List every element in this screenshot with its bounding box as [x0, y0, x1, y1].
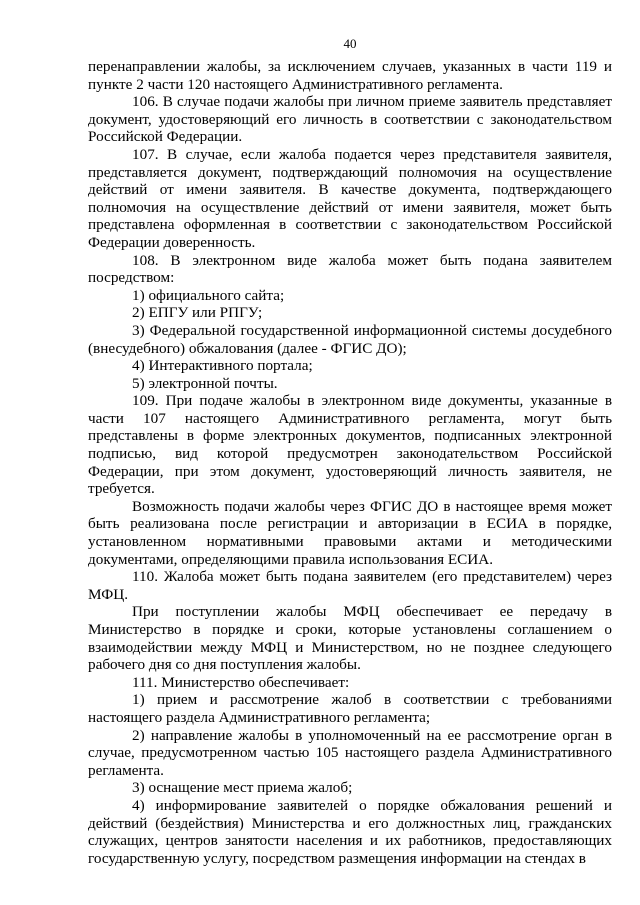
paragraph: 110. Жалоба может быть подана заявителем (его представителем) через МФЦ.	[88, 568, 612, 603]
paragraph: 2) направление жалобы в уполномоченный на ее рассмотрение орган в случае, предусмотренном частью 105 настоящего раздела Административного регламента.	[88, 726, 612, 779]
paragraph: 1) официального сайта;	[132, 286, 285, 304]
paragraph: 107. В случае, если жалоба подается через представителя заявителя, представляется документ, подтверждающий полномочия на осуществление действий от имени заявителя. В качестве документа, подтверждающего полномочия на осуществление действий от имени заявителя, может быть представлена оформленная в соответствии с законодательством Российской Федерации доверенность.	[88, 145, 612, 251]
paragraph: 106. В случае подачи жалобы при личном приеме заявитель представляет документ, удостоверяющий его личность в соответствии с законодательством Российской Федерации.	[88, 93, 612, 146]
paragraph: 111. Министерство обеспечивает:	[132, 673, 350, 691]
paragraph: При поступлении жалобы МФЦ обеспечивает ее передачу в Министерство в порядке и сроки, которые установлены соглашением о взаимодействии между МФЦ и Министерством, но не позднее следующего рабочего дня со дня поступления жалобы.	[88, 603, 612, 674]
paragraph: 3) Федеральной государственной информационной системы досудебного (внесудебного) обжалования (далее - ФГИС ДО);	[88, 321, 612, 357]
paragraph: 2) ЕПГУ или РПГУ;	[132, 304, 263, 322]
paragraph: Возможность подачи жалобы через ФГИС ДО в настоящее время может быть реализована после регистрации и авторизации в ЕСИА в порядке, установленном нормативными правовыми актами и методическими документами, определяющими правила использования ЕСИА.	[88, 497, 612, 568]
paragraph: перенаправлении жалобы, за исключением случаев, указанных в части 119 и пункте 2 части 120 настоящего Административного регламента.	[88, 58, 612, 93]
document-body	[88, 58, 612, 867]
paragraph: 109. При подаче жалобы в электронном виде документы, указанные в части 107 настоящего Административного регламента, могут быть представлены в форме электронных документов, подписанных электронной подписью, вид которой предусмотрен законодательством Российской Федерации, при этом документ, удостоверяющий личность заявителя, не требуется.	[88, 392, 612, 498]
paragraph: 108. В электронном виде жалоба может быть подана заявителем посредством:	[88, 251, 612, 287]
paragraph: 4) Интерактивного портала;	[132, 357, 313, 375]
page-number: 40	[343, 36, 357, 51]
paragraph: 1) прием и рассмотрение жалоб в соответствии с требованиями настоящего раздела Административного регламента;	[88, 691, 612, 726]
paragraph: 3) оснащение мест приема жалоб;	[132, 779, 353, 797]
paragraph: 4) информирование заявителей о порядке обжалования решений и действий (бездействия) Министерства и его должностных лиц, гражданских служащих, центров занятости населения и их работников, предоставляющих государственную услугу, посредством размещения информации на стендах в	[88, 796, 612, 867]
paragraph: 5) электронной почты.	[132, 374, 278, 392]
